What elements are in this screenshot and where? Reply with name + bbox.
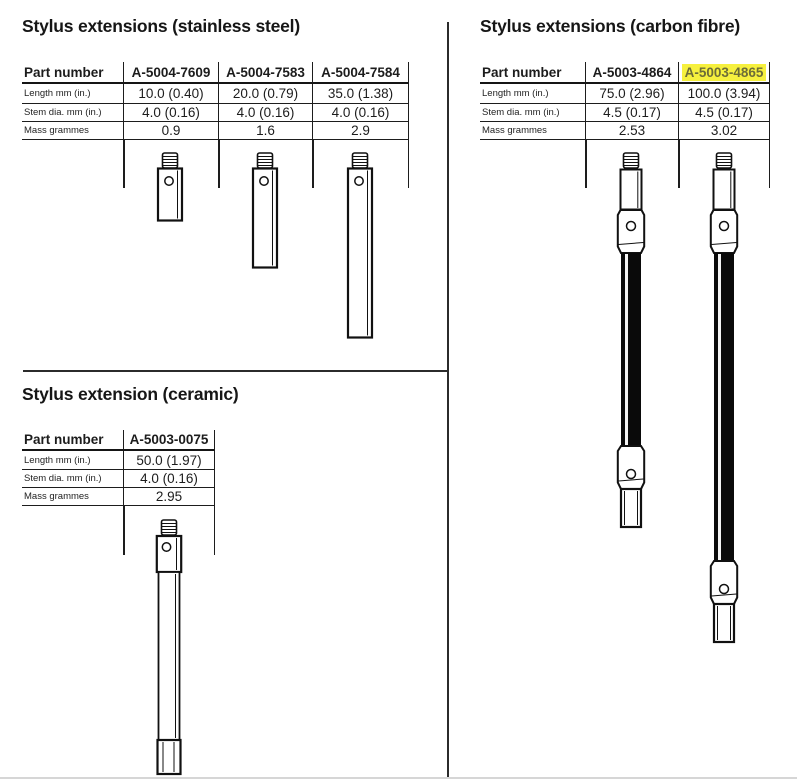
table-column-rule [408,140,410,188]
table-column-rule [123,140,125,188]
stem-row-label: Stem dia. mm (in.) [22,470,123,488]
stem-cell: 4.0 (0.16) [123,470,215,488]
mass-cell: 2.95 [123,488,215,506]
part-number-cell: A-5004-7584 [312,62,409,84]
mass-row-label: Mass grammes [480,122,585,140]
stem-row-label: Stem dia. mm (in.) [22,104,123,122]
stem-cell: 4.0 (0.16) [312,104,409,122]
stylus-drawing-a-5003-0075 [154,518,184,776]
part-number-cell: A-5004-7609 [123,62,218,84]
part-number-header: Part number [22,62,123,84]
length-row-label: Length mm (in.) [480,84,585,104]
table-column-rule [769,140,771,188]
table-column-rule [218,140,220,188]
page-footer-rule [0,777,797,779]
length-row-label: Length mm (in.) [22,84,123,104]
stylus-drawing-a-5004-7609 [155,152,185,222]
mass-cell: 2.9 [312,122,409,140]
stylus-drawing-a-5003-4864 [613,152,649,529]
mass-cell: 2.53 [585,122,678,140]
stylus-drawing-a-5004-7584 [345,152,375,339]
mass-cell: 3.02 [678,122,770,140]
table-column-rule [312,140,314,188]
section-divider-vertical [447,22,449,777]
part-number-cell: A-5003-0075 [123,430,215,451]
mass-cell: 0.9 [123,122,218,140]
stainless-spec-table [22,62,409,140]
table-column-rule [123,506,125,555]
highlight-badge: A-5003-4865 [682,64,767,81]
stylus-drawing-a-5004-7583 [250,152,280,269]
length-row-label: Length mm (in.) [22,451,123,470]
length-cell: 10.0 (0.40) [123,84,218,104]
length-cell: 75.0 (2.96) [585,84,678,104]
mass-row-label: Mass grammes [22,488,123,506]
table-column-rule [214,506,216,555]
section-title-carbon: Stylus extensions (carbon fibre) [480,16,741,36]
section-title-ceramic: Stylus extension (ceramic) [22,384,239,404]
stem-row-label: Stem dia. mm (in.) [480,104,585,122]
part-number-header: Part number [22,430,123,451]
part-number-cell: A-5003-4864 [585,62,678,84]
section-title-stainless: Stylus extensions (stainless steel) [22,16,300,36]
length-cell: 50.0 (1.97) [123,451,215,470]
stem-cell: 4.5 (0.17) [678,104,770,122]
stylus-drawing-a-5003-4865 [706,152,742,644]
table-column-rule [678,140,680,188]
length-cell: 20.0 (0.79) [218,84,312,104]
table-column-rule [585,140,587,188]
length-cell: 100.0 (3.94) [678,84,770,104]
carbon-spec-table [480,62,770,140]
stem-cell: 4.0 (0.16) [218,104,312,122]
part-number-header: Part number [480,62,585,84]
part-number-cell-highlighted [678,62,770,84]
mass-cell: 1.6 [218,122,312,140]
stem-cell: 4.5 (0.17) [585,104,678,122]
ceramic-spec-table [22,430,215,506]
mass-row-label: Mass grammes [22,122,123,140]
part-number-cell: A-5004-7583 [218,62,312,84]
stem-cell: 4.0 (0.16) [123,104,218,122]
section-divider-horizontal [23,370,447,372]
length-cell: 35.0 (1.38) [312,84,409,104]
